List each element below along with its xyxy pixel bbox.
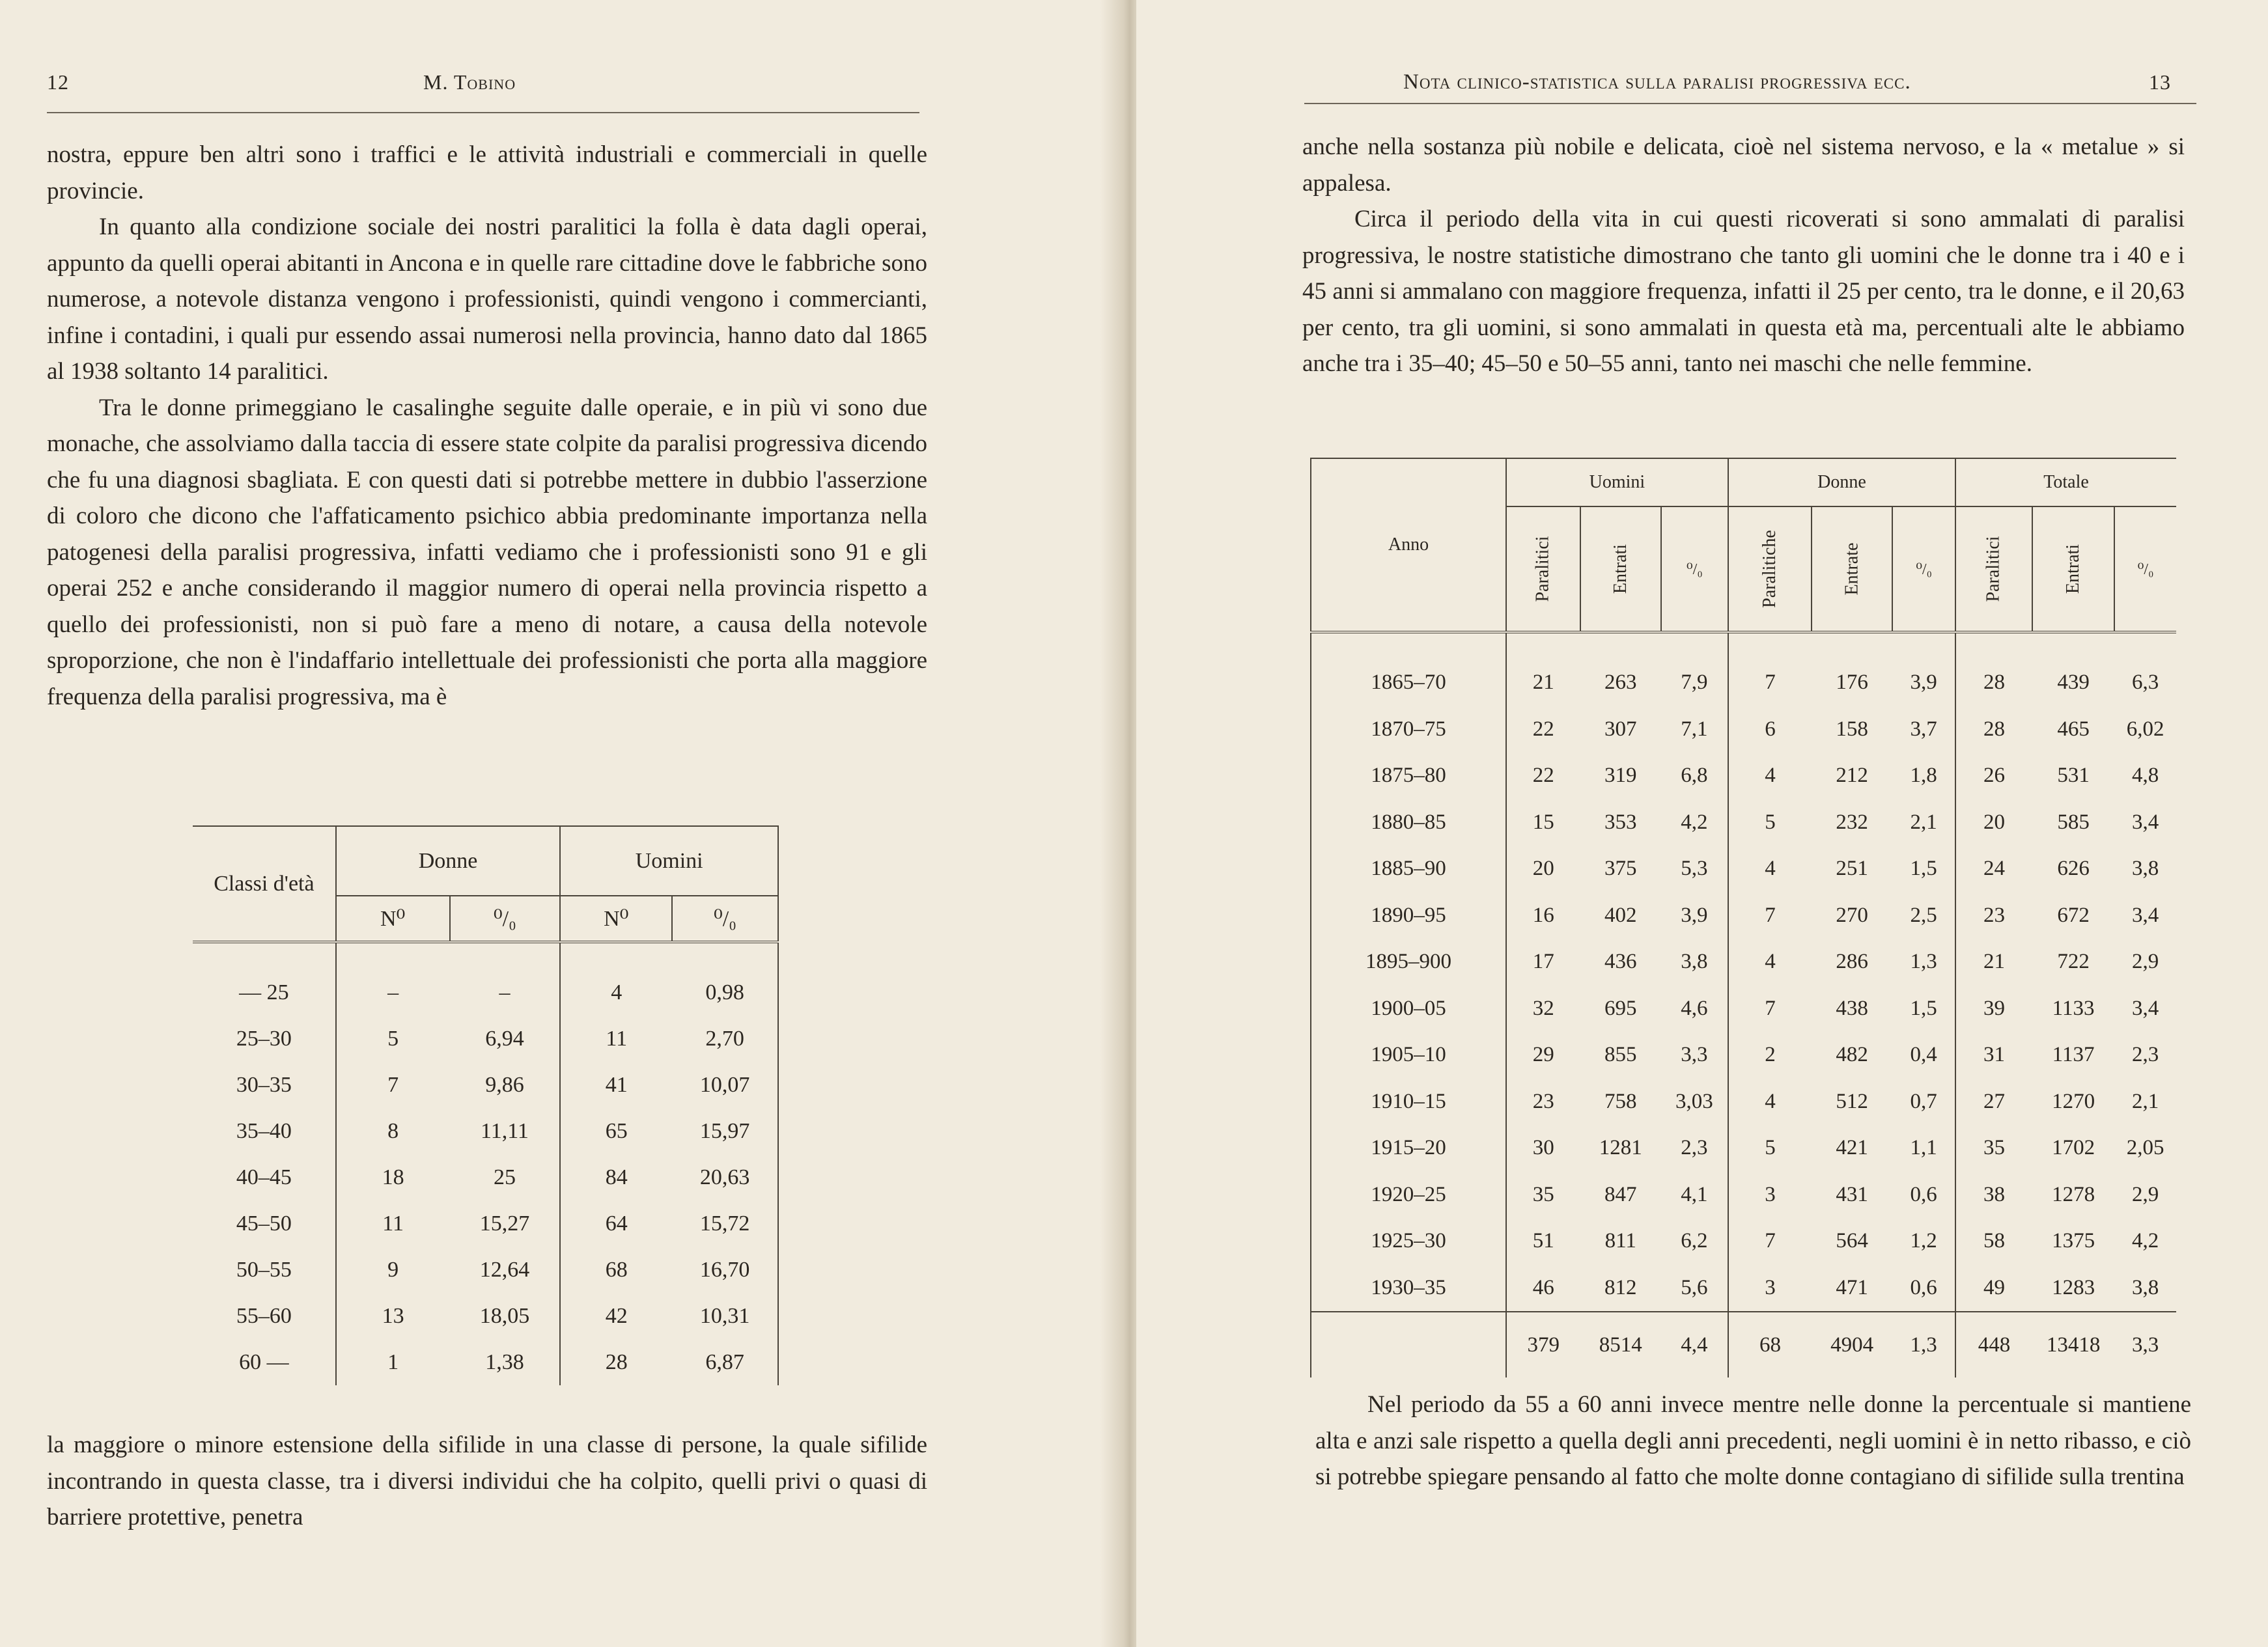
- cell-e: 564: [1836, 1229, 1868, 1253]
- table-row: [193, 1108, 778, 1154]
- header-rule-left: [47, 112, 919, 113]
- table-row: [1311, 1032, 2176, 1079]
- paragraph: nostra, eppure ben altri sono i traffici e le attività industriali e commerciali in quelle provincie.: [47, 141, 927, 204]
- subheader-paralitici: [1506, 506, 1580, 632]
- cell-g: 24: [1983, 857, 2005, 881]
- cell-y: 1875–80: [1311, 753, 1506, 799]
- cell-f: 1,5: [1892, 846, 1955, 893]
- cell-c: 3,03: [1661, 1079, 1728, 1126]
- cell-h: 465: [2057, 717, 2090, 741]
- cell-a: 23: [1532, 1089, 1554, 1113]
- cell-c: 4,6: [1661, 986, 1728, 1032]
- page-number-left: 12: [47, 70, 69, 94]
- cell-e: 251: [1836, 857, 1868, 881]
- cell-cls: 35–40: [193, 1108, 336, 1154]
- total-a: 379: [1527, 1333, 1560, 1357]
- subheader-entrati: [1580, 506, 1661, 632]
- cell-b: 695: [1604, 996, 1637, 1020]
- subheader-pct: ⁰/₀: [672, 896, 778, 942]
- paragraph: In quanto alla condizione sociale dei nostri paralitici la folla è data dagli operai, appunto da quelli operai abitanti in Ancona e in quelle rare cittadine dove le fabbriche sono numerose, a notevole distanza vengono i professionisti, quindi vengono i commercianti, infine i contadini, i quali pur essendo assai numerosi nella provincia, hanno dato dal 1865 al 1938 soltanto 14 paralitici.: [47, 214, 927, 385]
- cell-w-pct: –: [450, 942, 561, 1016]
- paragraph: la maggiore o minore estensione della sifilide in una classe di persone, la quale sifilide incontrando in questa classe, tra i diversi individui che ha colpito, quelli privi o quasi di barriere protettive, penetra: [47, 1432, 927, 1530]
- cell-c: 3,9: [1661, 893, 1728, 939]
- table-row: [1311, 1125, 2176, 1172]
- cell-cls: 30–35: [193, 1062, 336, 1108]
- cell-g: 28: [1983, 717, 2005, 741]
- table-row: [1311, 1172, 2176, 1219]
- paragraph: Tra le donne primeggiano le casalinghe seguite dalle operaie, e in più vi sono due monache, che assolviamo dalla taccia di essere state colpite da paralisi progressiva dicendo che fu una diagnosi sbagliata. E con questi dati si potrebbe mettere in dubbio l'asserzione di coloro che dicono che l'affaticamento psichico abbia predominante importanza nella patogenesi della paralisi progressiva, infatti vediamo che i professionisti sono 91 e gli operai 252 e anche considerando il maggior numero di operai nella provincia rispetto a quello dei professionisti, non si può fare a meno di notare, a causa della notevole sproporzione, che non è l'indaffario intellettuale dei professionisti che porta alla maggiore frequenza della paralisi progressiva, ma è: [47, 394, 927, 710]
- table-row: [193, 1200, 778, 1247]
- cell-m-pct: 0,98: [672, 942, 778, 1016]
- subheader-pct: ⁰/₀: [450, 896, 561, 942]
- cell-h: 626: [2057, 857, 2090, 881]
- cell-i: 6,3: [2131, 671, 2159, 695]
- table-row: [1311, 1218, 2176, 1265]
- cell-a: 30: [1532, 1136, 1554, 1160]
- cell-y: 1905–10: [1311, 1032, 1506, 1079]
- paragraph: Nel periodo da 55 a 60 anni invece mentre nelle donne la percentuale si mantiene alta e anzi sale rispetto a quella degli anni precedenti, negli uomini è in netto ribasso, e ciò si potrebbe spiegare pensando al fatto che molte donne contagiano di sifilide sulla trentina: [1315, 1391, 2191, 1490]
- cell-cls: — 25: [193, 942, 336, 1016]
- yearly-statistics-table: [1310, 458, 2176, 1377]
- cell-m-pct: 15,97: [672, 1108, 778, 1154]
- cell-w-pct: 15,27: [450, 1200, 561, 1247]
- cell-i: 2,1: [2131, 1089, 2159, 1113]
- cell-m-pct: 20,63: [672, 1154, 778, 1200]
- cell-g: 23: [1983, 903, 2005, 927]
- table-row: [193, 1293, 778, 1339]
- cell-cls: 45–50: [193, 1200, 336, 1247]
- cell-m-pct: 10,31: [672, 1293, 778, 1339]
- cell-w-n: 7: [387, 1072, 399, 1097]
- cell-d: 5: [1765, 810, 1776, 834]
- cell-f: 2,1: [1892, 799, 1955, 846]
- subheader-paralitiche: [1728, 506, 1812, 632]
- group-header-men: Uomini: [560, 826, 778, 896]
- cell-f: 0,6: [1892, 1172, 1955, 1219]
- table-row: [1311, 1265, 2176, 1312]
- cell-cls: 50–55: [193, 1247, 336, 1293]
- cell-m-n: 68: [605, 1257, 628, 1282]
- cell-e: 286: [1836, 950, 1868, 974]
- cell-h: 585: [2057, 810, 2090, 834]
- cell-d: 4: [1765, 1089, 1776, 1113]
- cell-a: 15: [1532, 810, 1554, 834]
- cell-i: 3,4: [2131, 996, 2159, 1020]
- cell-y: 1865–70: [1311, 632, 1506, 706]
- cell-c: 5,3: [1661, 846, 1728, 893]
- totals-row: [1311, 1312, 2176, 1377]
- cell-g: 21: [1983, 950, 2005, 974]
- cell-w-pct: 6,94: [450, 1016, 561, 1062]
- cell-f: 3,9: [1892, 632, 1955, 706]
- cell-f: 1,3: [1892, 939, 1955, 986]
- cell-e: 158: [1836, 717, 1868, 741]
- subheader-pct: [1892, 506, 1955, 632]
- cell-y: 1900–05: [1311, 986, 1506, 1032]
- cell-w-pct: 18,05: [450, 1293, 561, 1339]
- cell-c: 4,1: [1661, 1172, 1728, 1219]
- cell-w-pct: 9,86: [450, 1062, 561, 1108]
- cell-h: 531: [2057, 764, 2090, 788]
- cell-w-n: 18: [382, 1165, 404, 1189]
- cell-f: 0,6: [1892, 1265, 1955, 1312]
- cell-c: 3,3: [1661, 1032, 1728, 1079]
- cell-a: 21: [1532, 671, 1554, 695]
- group-header-men: Uomini: [1506, 458, 1728, 506]
- cell-w-n: 11: [382, 1211, 404, 1236]
- cell-a: 17: [1532, 950, 1554, 974]
- cell-d: 4: [1765, 764, 1776, 788]
- cell-g: 26: [1983, 764, 2005, 788]
- left-text-top: [47, 137, 927, 715]
- cell-y: 1910–15: [1311, 1079, 1506, 1126]
- cell-i: 2,3: [2131, 1043, 2159, 1067]
- total-i: 3,3: [2131, 1333, 2159, 1357]
- table-header-row: [193, 826, 778, 896]
- cell-d: 3: [1765, 1182, 1776, 1206]
- cell-d: 7: [1765, 671, 1776, 695]
- cell-e: 212: [1836, 764, 1868, 788]
- cell-f: 2,5: [1892, 893, 1955, 939]
- cell-i: 2,9: [2131, 950, 2159, 974]
- table-row: [1311, 632, 2176, 706]
- cell-h: 1137: [2052, 1043, 2095, 1067]
- paragraph: anche nella sostanza più nobile e delicata, cioè nel sistema nervoso, e la « metalue » si appalesa.: [1302, 133, 2185, 197]
- table-row: [1311, 986, 2176, 1032]
- cell-b: 263: [1604, 671, 1637, 695]
- cell-f: 1,5: [1892, 986, 1955, 1032]
- cell-m-n: 41: [605, 1072, 628, 1097]
- cell-w-n: 5: [387, 1026, 399, 1051]
- cell-i: 2,05: [2126, 1136, 2164, 1160]
- table-row: [193, 942, 778, 1016]
- cell-d: 6: [1765, 717, 1776, 741]
- cell-c: 5,6: [1661, 1265, 1728, 1312]
- table-row: [193, 1016, 778, 1062]
- cell-f: 0,7: [1892, 1079, 1955, 1126]
- cell-i: 3,8: [2131, 857, 2159, 881]
- cell-a: 35: [1532, 1182, 1554, 1206]
- cell-e: 176: [1836, 671, 1868, 695]
- cell-b: 855: [1604, 1043, 1637, 1067]
- subheader-pct: [1661, 506, 1728, 632]
- col-header-year: Anno: [1311, 458, 1506, 632]
- cell-a: 46: [1506, 1265, 1580, 1312]
- cell-g: 27: [1983, 1089, 2005, 1113]
- cell-w-pct: 1,38: [450, 1339, 561, 1385]
- cell-m-n: 64: [605, 1211, 628, 1236]
- cell-b: 319: [1604, 764, 1637, 788]
- cell-e: 471: [1812, 1265, 1892, 1312]
- cell-h: 672: [2057, 903, 2090, 927]
- cell-f: 1,2: [1892, 1218, 1955, 1265]
- cell-empty: [1311, 1312, 1506, 1377]
- subheader-label: Entrati: [1610, 544, 1631, 594]
- cell-c: 4,2: [1661, 799, 1728, 846]
- cell-i: 4,8: [2131, 764, 2159, 788]
- cell-b: 812: [1580, 1265, 1661, 1312]
- cell-y: 1895–900: [1311, 939, 1506, 986]
- total-h: 13418: [2046, 1333, 2101, 1357]
- table-row: [193, 1154, 778, 1200]
- right-text-bottom: [1315, 1387, 2191, 1495]
- subheader-label: Entrate: [1841, 542, 1862, 596]
- cell-w-pct: 11,11: [450, 1108, 561, 1154]
- total-g: 448: [1978, 1333, 2011, 1357]
- cell-m-pct: 6,87: [672, 1339, 778, 1385]
- cell-i: 2,9: [2131, 1182, 2159, 1206]
- cell-b: 375: [1604, 857, 1637, 881]
- cell-b: 353: [1604, 810, 1637, 834]
- cell-f: 1,1: [1892, 1125, 1955, 1172]
- cell-w-pct: 25: [450, 1154, 561, 1200]
- cell-m-n: 84: [605, 1165, 628, 1189]
- cell-i: 3,8: [2114, 1265, 2176, 1312]
- cell-g: 49: [1955, 1265, 2032, 1312]
- cell-m-n: 42: [605, 1303, 628, 1328]
- subheader-label: ⁰/₀: [1916, 561, 1932, 578]
- cell-d: 3: [1728, 1265, 1812, 1312]
- table-row: [1311, 706, 2176, 753]
- cell-y: 1915–20: [1311, 1125, 1506, 1172]
- cell-d: 4: [1765, 950, 1776, 974]
- cell-c: 7,1: [1661, 706, 1728, 753]
- cell-h: 1702: [2052, 1136, 2095, 1160]
- cell-h: 1278: [2052, 1182, 2095, 1206]
- cell-h: 722: [2057, 950, 2090, 974]
- total-b: 8514: [1599, 1333, 1642, 1357]
- cell-a: 51: [1532, 1229, 1554, 1253]
- cell-f: 0,4: [1892, 1032, 1955, 1079]
- cell-cls: 25–30: [193, 1016, 336, 1062]
- cell-a: 32: [1532, 996, 1554, 1020]
- subheader-paralitici: [1955, 506, 2032, 632]
- table-row: [1311, 753, 2176, 799]
- cell-b: 811: [1604, 1229, 1636, 1253]
- subheader-pct: [2114, 506, 2176, 632]
- cell-b: 402: [1604, 903, 1637, 927]
- cell-m-n: 65: [605, 1118, 628, 1143]
- cell-b: 847: [1604, 1182, 1637, 1206]
- subheader-label: Paralitiche: [1759, 530, 1780, 608]
- table-row: [1311, 893, 2176, 939]
- subheader-label: ⁰/₀: [1687, 561, 1703, 578]
- cell-m-pct: 10,07: [672, 1062, 778, 1108]
- subheader-label: ⁰/₀: [2137, 561, 2154, 578]
- table-row: [1311, 799, 2176, 846]
- cell-a: 29: [1532, 1043, 1554, 1067]
- cell-y: 1870–75: [1311, 706, 1506, 753]
- cell-e: 421: [1836, 1136, 1868, 1160]
- cell-b: 307: [1604, 717, 1637, 741]
- cell-w-n: 13: [382, 1303, 404, 1328]
- cell-d: 7: [1765, 1229, 1776, 1253]
- cell-e: 438: [1836, 996, 1868, 1020]
- cell-w-n: 1: [387, 1349, 399, 1374]
- cell-y: 1925–30: [1311, 1218, 1506, 1265]
- cell-a: 20: [1532, 857, 1554, 881]
- group-header-total: Totale: [1955, 458, 2176, 506]
- cell-c: 6,8: [1661, 753, 1728, 799]
- cell-b: 1281: [1599, 1136, 1642, 1160]
- cell-h: 1270: [2052, 1089, 2095, 1113]
- group-header-women: Donne: [336, 826, 561, 896]
- left-page: [0, 0, 1120, 1647]
- cell-b: 436: [1604, 950, 1637, 974]
- cell-c: 2,3: [1661, 1125, 1728, 1172]
- cell-c: 7,9: [1661, 632, 1728, 706]
- cell-a: 22: [1532, 764, 1554, 788]
- cell-m-n: 11: [606, 1026, 628, 1051]
- cell-m-n: 4: [611, 980, 623, 1004]
- cell-g: 35: [1983, 1136, 2005, 1160]
- cell-y: 1920–25: [1311, 1172, 1506, 1219]
- table-header-row: [1311, 458, 2176, 506]
- running-head-left: M. Tobino: [423, 70, 516, 94]
- cell-d: 7: [1765, 996, 1776, 1020]
- cell-d: 2: [1765, 1043, 1776, 1067]
- right-text-top: [1302, 129, 2185, 382]
- cell-w-pct: 12,64: [450, 1247, 561, 1293]
- cell-i: 4,2: [2131, 1229, 2159, 1253]
- cell-e: 431: [1836, 1182, 1868, 1206]
- cell-w-n: 9: [387, 1257, 399, 1282]
- cell-e: 232: [1836, 810, 1868, 834]
- cell-e: 512: [1836, 1089, 1868, 1113]
- cell-b: 758: [1604, 1089, 1637, 1113]
- total-f: 1,3: [1892, 1312, 1955, 1377]
- total-d: 68: [1759, 1333, 1781, 1357]
- cell-f: 1,8: [1892, 753, 1955, 799]
- cell-e: 270: [1836, 903, 1868, 927]
- cell-cls: 55–60: [193, 1293, 336, 1339]
- table-row: [193, 1247, 778, 1293]
- cell-cls: 40–45: [193, 1154, 336, 1200]
- cell-g: 39: [1983, 996, 2005, 1020]
- cell-h: 439: [2057, 671, 2090, 695]
- cell-f: 3,7: [1892, 706, 1955, 753]
- cell-d: 7: [1765, 903, 1776, 927]
- cell-m-pct: 2,70: [672, 1016, 778, 1062]
- cell-y: 1890–95: [1311, 893, 1506, 939]
- subheader-n: N⁰: [336, 896, 450, 942]
- cell-d: 5: [1765, 1136, 1776, 1160]
- subheader-entrate: [1812, 506, 1892, 632]
- cell-w-n: –: [387, 980, 399, 1004]
- cell-e: 482: [1836, 1043, 1868, 1067]
- cell-cls: 60 —: [193, 1339, 336, 1385]
- cell-h: 1375: [2052, 1229, 2095, 1253]
- table-row: [1311, 1079, 2176, 1126]
- cell-d: 4: [1765, 857, 1776, 881]
- cell-h: 1283: [2032, 1265, 2114, 1312]
- page-number-right: 13: [2149, 70, 2171, 94]
- cell-m-n: 28: [605, 1349, 628, 1374]
- cell-m-pct: 16,70: [672, 1247, 778, 1293]
- cell-c: 6,2: [1661, 1218, 1728, 1265]
- cell-y: 1880–85: [1311, 799, 1506, 846]
- table-row: [1311, 846, 2176, 893]
- cell-i: 3,4: [2131, 810, 2159, 834]
- cell-h: 1133: [2052, 996, 2095, 1020]
- cell-y: 1885–90: [1311, 846, 1506, 893]
- subheader-label: Paralitici: [1983, 536, 2004, 602]
- subheader-n: N⁰: [560, 896, 672, 942]
- age-class-table: [193, 825, 779, 1385]
- running-head-right: Nota clinico-statistica sulla paralisi progressiva ecc.: [1403, 70, 1911, 94]
- cell-i: 3,4: [2131, 903, 2159, 927]
- total-c: 4,4: [1661, 1312, 1728, 1377]
- subheader-label: Entrati: [2063, 544, 2084, 594]
- cell-g: 38: [1983, 1182, 2005, 1206]
- cell-g: 28: [1983, 671, 2005, 695]
- cell-m-pct: 15,72: [672, 1200, 778, 1247]
- cell-g: 58: [1983, 1229, 2005, 1253]
- header-rule-right: [1304, 103, 2196, 104]
- table-row: [193, 1062, 778, 1108]
- left-text-bottom: [47, 1427, 927, 1536]
- subheader-entrati: [2032, 506, 2114, 632]
- cell-a: 16: [1532, 903, 1554, 927]
- cell-y: 1930–35: [1311, 1265, 1506, 1312]
- table-row: [193, 1339, 778, 1385]
- subheader-label: Paralitici: [1532, 536, 1553, 602]
- cell-g: 31: [1983, 1043, 2005, 1067]
- cell-w-n: 8: [387, 1118, 399, 1143]
- col-header-age-class: Classi d'età: [193, 826, 336, 942]
- cell-a: 22: [1532, 717, 1554, 741]
- paragraph: Circa il periodo della vita in cui questi ricoverati si sono ammalati di paralisi progressiva, le nostre statistiche dimostrano che tanto gli uomini che le donne tra i 40 e i 45 anni si ammalano con maggiore frequenza, infatti il 25 per cento, tra le donne, e il 20,63 per cento, tra gli uomini, si sono ammalati in questa età ma, percentuali alte le abbiamo anche tra i 35–40; 45–50 e 50–55 anni, tanto nei maschi che nelle femmine.: [1302, 206, 2185, 377]
- cell-c: 3,8: [1661, 939, 1728, 986]
- table-row: [1311, 939, 2176, 986]
- group-header-women: Donne: [1728, 458, 1955, 506]
- cell-g: 20: [1983, 810, 2005, 834]
- total-e: 4904: [1830, 1333, 1874, 1357]
- cell-i: 6,02: [2126, 717, 2164, 741]
